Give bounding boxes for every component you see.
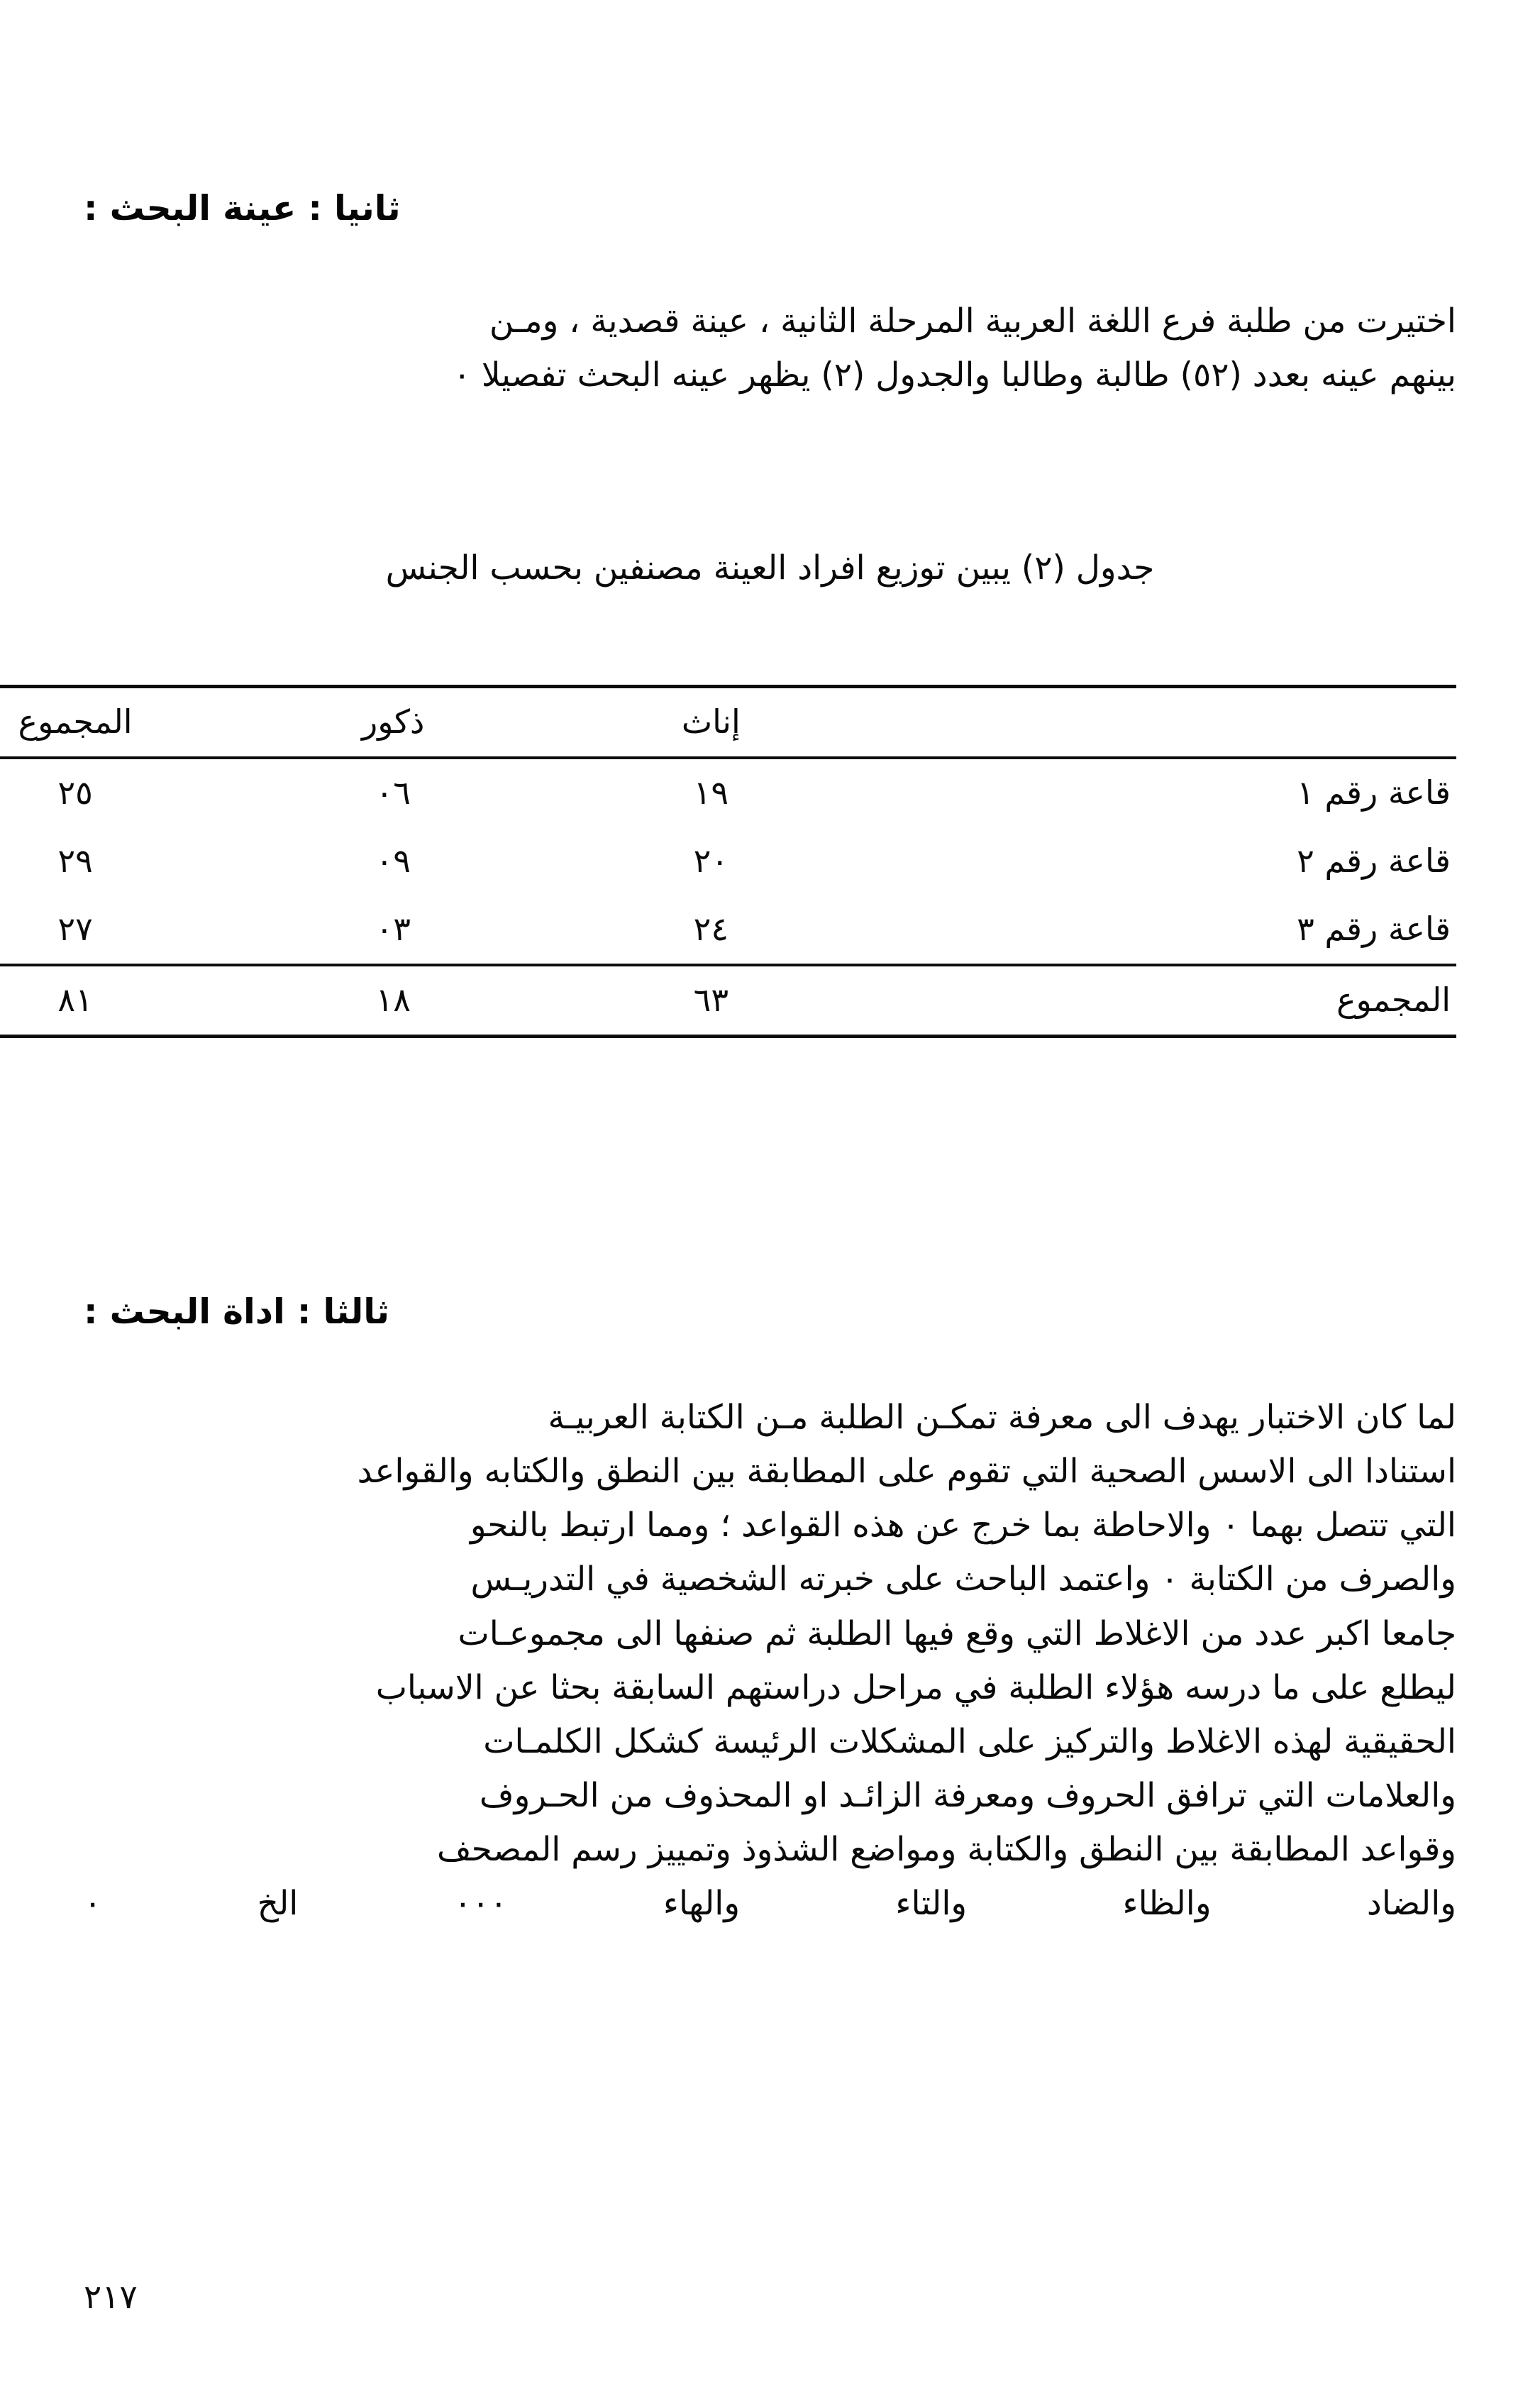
paragraph-line-text: استنادا الى الاسس الصحية التي تقوم على المطابقة بين النطق والكتابه والقواعد <box>357 1452 1456 1491</box>
sample-distribution-table <box>0 685 1456 1038</box>
paragraph-line <box>84 1553 1456 1606</box>
heading-instrument: ثالثا : اداة البحث : <box>84 1291 390 1332</box>
table-cell-total: ٢٥ <box>57 773 93 812</box>
paragraph-line <box>84 1823 1456 1877</box>
paragraph-line-text: والضاد والظاء والتاء والهاء ٠٠٠ الخ ٠ <box>84 1884 1456 1924</box>
table-caption-wrap <box>84 546 1456 590</box>
table-cell-label: قاعة رقم ٢ <box>1297 842 1451 880</box>
table-total-total: ٨١ <box>57 981 93 1019</box>
table-header-row <box>0 688 1456 756</box>
table-bottom-rule <box>0 1035 1456 1038</box>
table-cell-females: ٢٠ <box>693 842 729 880</box>
table-total-females: ٦٣ <box>693 981 729 1019</box>
paragraph-sample <box>84 294 1456 402</box>
table-header-label <box>870 688 1456 756</box>
paragraph-line-text: الحقيقية لهذه الاغلاط والتركيز على المشكلات الرئيسة كشكل الكلمـات <box>483 1721 1456 1761</box>
paragraph-line-text: والعلامات التي ترافق الحروف ومعرفة الزائـد او المحذوف من الحـروف <box>479 1775 1456 1815</box>
table-body <box>0 759 1456 964</box>
paragraph-line <box>84 1877 1456 1931</box>
paragraph-line <box>84 1661 1456 1715</box>
paragraph-line <box>84 1499 1456 1553</box>
table-head <box>0 688 1456 756</box>
paragraph-line <box>84 294 1456 348</box>
table-cell-females: ١٩ <box>693 773 729 812</box>
section-instrument <box>84 1291 1456 1333</box>
paragraph-line <box>84 1391 1456 1445</box>
paragraph-line-text: وقواعد المطابقة بين النطق والكتابة ومواضع الشذوذ وتمييز رسم المصحف <box>437 1830 1456 1869</box>
table-total-row <box>0 966 1456 1035</box>
paragraph-line-text: اختيرت من طلبة فرع اللغة العربية المرحلة الثانية ، عينة قصدية ، ومـن <box>489 302 1456 341</box>
section-sample <box>84 188 1456 230</box>
table-row <box>0 759 1456 827</box>
paragraph-line-text: لما كان الاختبار يهدف الى معرفة تمكـن الطلبة مـن الكتابة العربيـة <box>548 1398 1456 1437</box>
table-cell-males: ٠٩ <box>375 842 411 880</box>
paragraph-line-text: ليطلع على ما درسه هؤلاء الطلبة في مراحل دراستهم السابقة بحثا عن الاسباب <box>375 1667 1456 1707</box>
paragraph-line <box>84 1607 1456 1661</box>
paragraph-line <box>84 1715 1456 1769</box>
paragraph-line-text: التي تتصل بهما ٠ والاحاطة بما خرج عن هذه القواعد ؛ ومما ارتبط بالنحو <box>470 1506 1456 1545</box>
paragraph-line-text: جامعا اكبر عدد من الاغلاط التي وقع فيها الطلبة ثم صنفها الى مجموعـات <box>458 1614 1456 1653</box>
table-row <box>0 895 1456 964</box>
table-header-total: المجموع <box>18 702 133 741</box>
table-cell-total: ٢٩ <box>57 842 93 880</box>
table-cell-males: ٠٦ <box>375 773 411 812</box>
table-total <box>0 966 1456 1035</box>
page-number: ٢١٧ <box>84 2278 138 2317</box>
table-cell-total: ٢٧ <box>57 910 93 948</box>
heading-sample: ثانيا : عينة البحث : <box>84 188 401 228</box>
table-caption: جدول (٢) يبين توزيع افراد العينة مصنفين بحسب الجنس <box>385 548 1155 588</box>
paragraph-line <box>84 1769 1456 1823</box>
table-row <box>0 827 1456 895</box>
paragraph-line-text: والصرف من الكتابة ٠ واعتمد الباحث على خبرته الشخصية في التدريـس <box>470 1560 1456 1599</box>
paragraph-instrument <box>84 1391 1456 1931</box>
paragraph-line <box>84 1445 1456 1499</box>
paragraph-line <box>84 348 1456 402</box>
table <box>0 688 1456 756</box>
table-header-males: ذكور <box>362 702 425 741</box>
paragraph-line-text: بينهم عينه بعدد (٥٢) طالبة وطالبا والجدول (٢) يظهر عينه البحث تفصيلا ٠ <box>453 355 1456 395</box>
table-cell-label: قاعة رقم ١ <box>1297 773 1451 812</box>
table-header-females: إناث <box>681 702 741 741</box>
table-total-males: ١٨ <box>375 981 411 1019</box>
table-total-label: المجموع <box>1336 981 1451 1019</box>
table-cell-males: ٠٣ <box>375 910 411 948</box>
table-cell-females: ٢٤ <box>693 910 729 948</box>
table-cell-label: قاعة رقم ٣ <box>1297 910 1451 948</box>
